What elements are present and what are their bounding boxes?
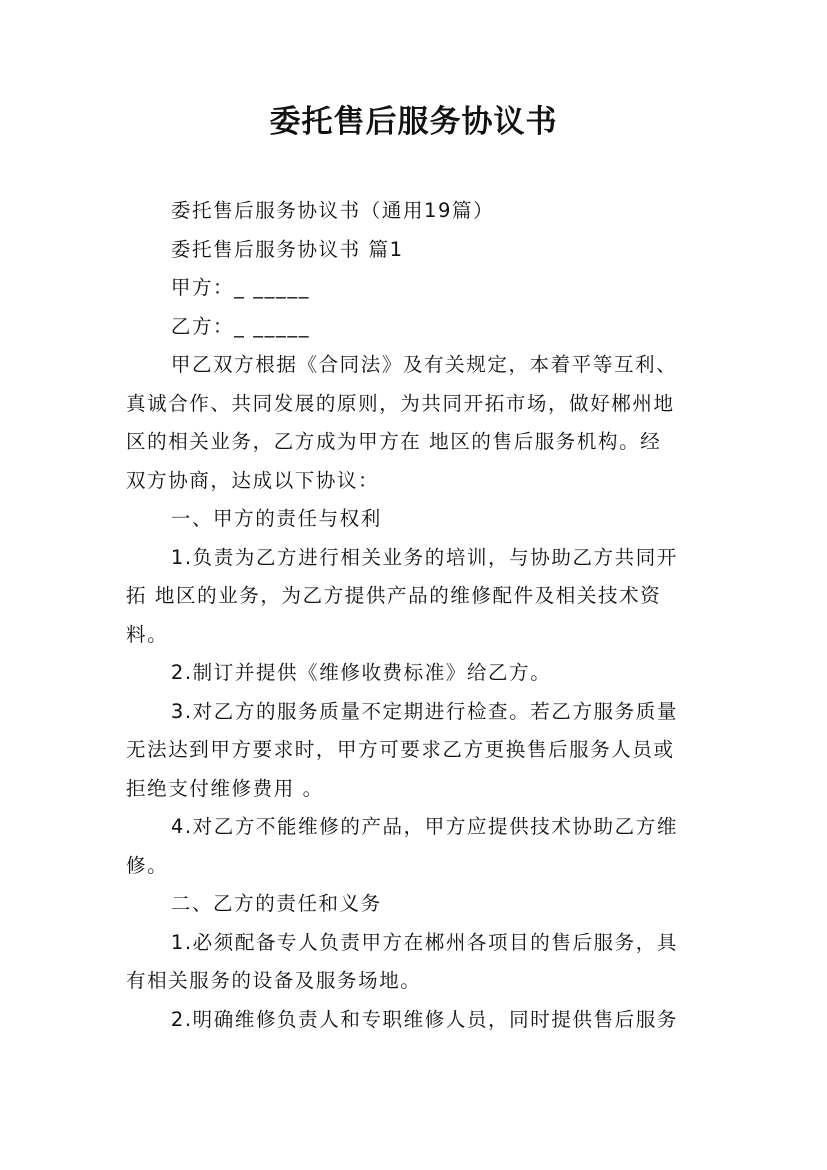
- clause-a-3: [126, 693, 716, 809]
- paragraph-line: 3.对乙方的服务质量不定期进行检查。若乙方服务质量: [170, 699, 678, 723]
- paragraph-line: 有相关服务的设备及服务场地。: [126, 969, 422, 992]
- paragraph-heading-1: [126, 231, 716, 270]
- paragraph-line: 4.对乙方不能维修的产品，甲方应提供技术协助乙方维: [170, 815, 678, 838]
- paragraph-line: 1.必须配备专人负责甲方在郴州各项目的售后服务，具: [170, 930, 678, 954]
- paragraph-preamble: [126, 346, 716, 500]
- paragraph-line: 双方协商，达成以下协议：: [126, 468, 380, 492]
- document-title: 委托售后服务协议书: [269, 104, 558, 140]
- paragraph-line: 拓 地区的业务，为乙方提供产品的维修配件及相关技术资: [126, 584, 662, 607]
- paragraph-line: 拒绝支付维修费用 。: [126, 776, 324, 800]
- party-b-line: [126, 308, 716, 347]
- paragraph-line: 真诚合作、共同发展的原则，为共同开拓市场，做好郴州地: [126, 391, 675, 415]
- paragraph-line: 区的相关业务，乙方成为甲方在 地区的售后服务机构。经: [126, 430, 662, 453]
- paragraph-intro: [126, 192, 716, 231]
- paragraph-line: 无法达到甲方要求时，甲方可要求乙方更换售后服务人员或: [126, 738, 675, 761]
- paragraph-line: 一、甲方的责任与权利: [170, 507, 382, 530]
- paragraph-line: 二、乙方的责任和义务: [170, 892, 382, 915]
- clause-a-1: [126, 539, 716, 655]
- paragraph-line: 2.制订并提供《维修收费标准》给乙方。: [170, 661, 552, 684]
- document-body: [126, 192, 716, 1039]
- paragraph-line: 甲方：_ _____: [170, 276, 311, 299]
- clause-b-2: [126, 1001, 716, 1040]
- paragraph-line: 委托售后服务协议书（通用19篇）: [170, 199, 495, 222]
- paragraph-line: 料。: [126, 622, 169, 646]
- paragraph-line: 乙方：_ _____: [170, 314, 311, 338]
- clause-a-2: [126, 654, 716, 693]
- section-heading-party-b: [126, 885, 716, 924]
- clause-a-4: [126, 808, 716, 885]
- paragraph-line: 1.负责为乙方进行相关业务的培训，与协助乙方共同开: [170, 545, 678, 569]
- clause-b-1: [126, 924, 716, 1001]
- paragraph-line: 修。: [126, 853, 169, 877]
- paragraph-line: 委托售后服务协议书 篇1: [170, 237, 404, 261]
- paragraph-line: 甲乙双方根据《合同法》及有关规定，本着平等互利、: [170, 353, 678, 376]
- section-heading-party-a: [126, 500, 716, 539]
- paragraph-line: 2.明确维修负责人和专职维修人员，同时提供售后服务: [170, 1007, 678, 1031]
- party-a-line: [126, 269, 716, 308]
